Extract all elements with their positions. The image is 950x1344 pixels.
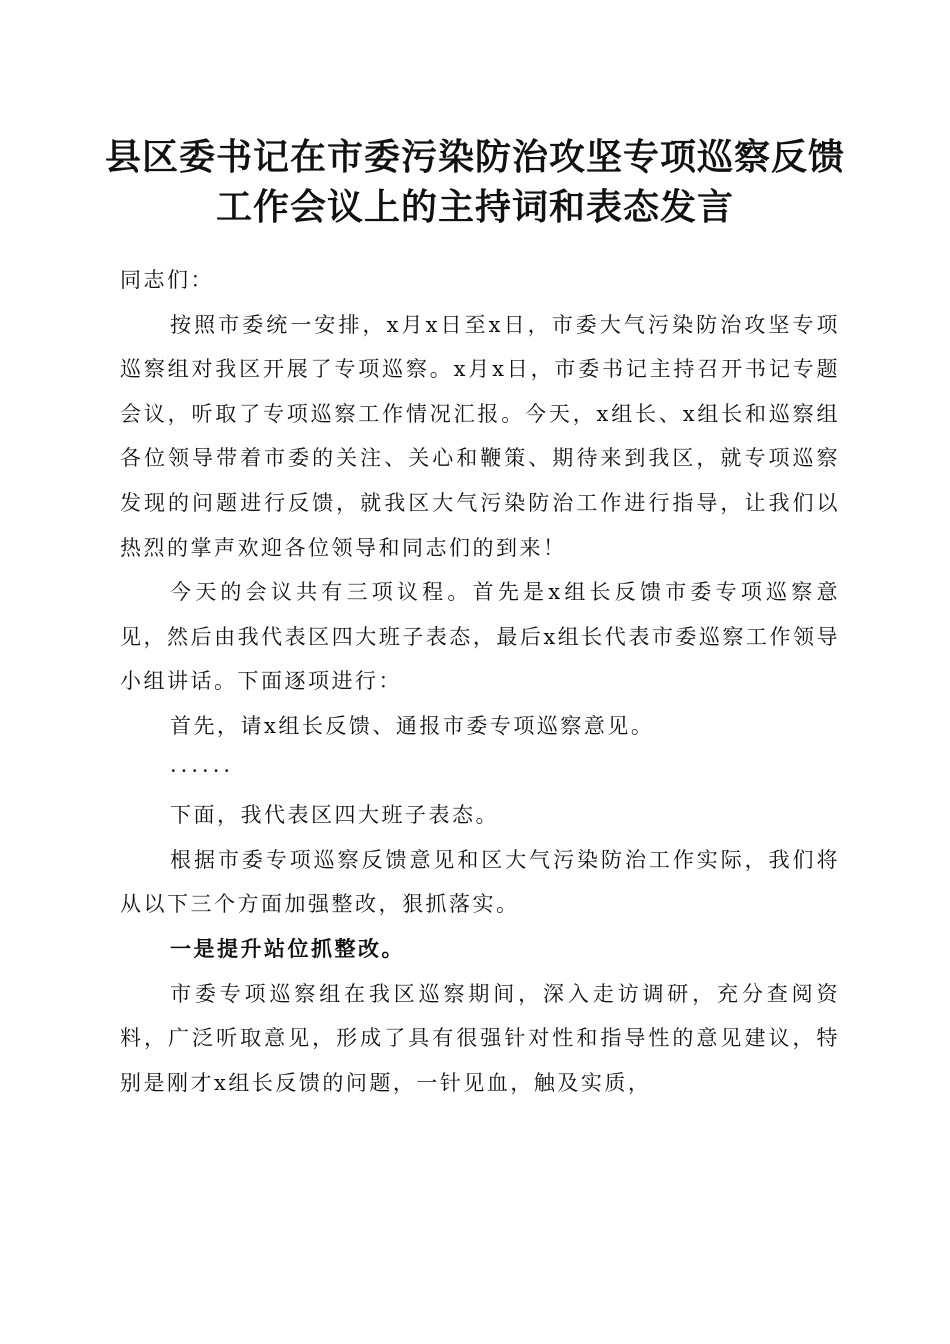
title-line-1: 县区委书记在市委污染防治攻坚专项巡察反馈 bbox=[104, 136, 845, 178]
paragraph-rectification-plan: 根据市委专项巡察反馈意见和区大气污染防治工作实际，我们将从以下三个方面加强整改，狠抓落实。 bbox=[120, 847, 840, 917]
paragraph-statement-intro: 下面，我代表区四大班子表态。 bbox=[170, 803, 499, 828]
paragraph-agenda: 今天的会议共有三项议程。首先是x组长反馈市委专项巡察意见，然后由我代表区四大班子表态，最后x组长代表市委巡察工作领导小组讲话。下面逐项进行： bbox=[120, 580, 840, 694]
paragraph-section-one: 市委专项巡察组在我区巡察期间，深入走访调研，充分查阅资料，广泛听取意见，形成了具有很强针对性和指导性的意见建议，特别是刚才x组长反馈的问题，一针见血，触及实质， bbox=[120, 981, 840, 1095]
section-heading-one: 一是提升站位抓整改。 bbox=[170, 935, 405, 961]
greeting: 同志们： bbox=[120, 268, 214, 292]
document-title bbox=[80, 132, 870, 232]
document-body bbox=[120, 258, 840, 1105]
title-line-2: 工作会议上的主持词和表态发言 bbox=[215, 186, 734, 228]
ellipsis: ······ bbox=[170, 758, 235, 783]
paragraph-first-item: 首先，请x组长反馈、通报市委专项巡察意见。 bbox=[170, 713, 655, 738]
paragraph-opening: 按照市委统一安排，x月x日至x日，市委大气污染防治攻坚专项巡察组对我区开展了专项巡察。x月x日，市委书记主持召开书记专题会议，听取了专项巡察工作情况汇报。今天，x组长、x组长和巡察组各位领导带着市委的关注、关心和鞭策、期待来到我区，就专项巡察发现的问题进行反馈，就我区大气污染防治工作进行指导，让我们以热烈的掌声欢迎各位领导和同志们的到来！ bbox=[120, 312, 840, 560]
